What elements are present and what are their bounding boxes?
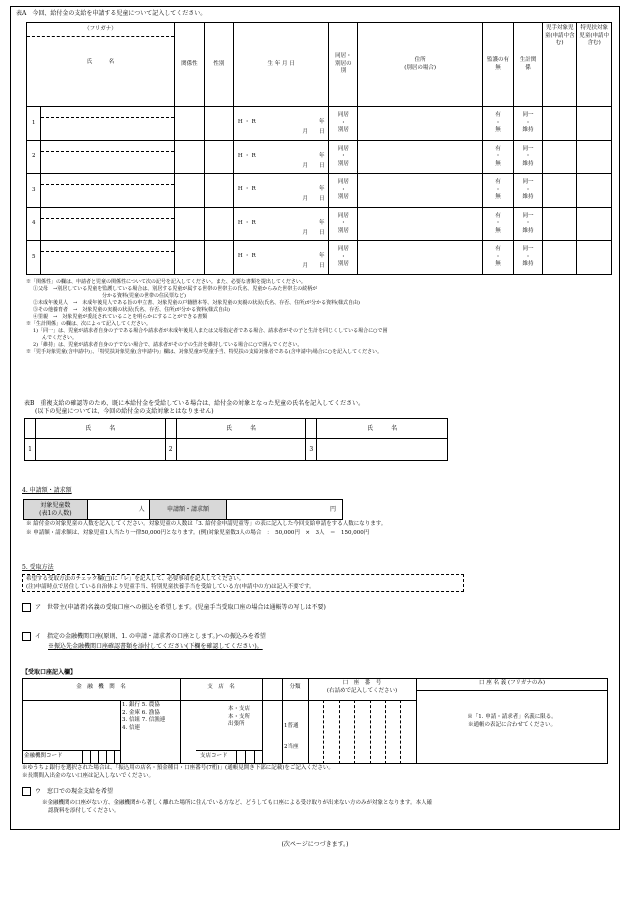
note-line: ※「児手対象児童(含申請中)」、「特児扶対象児童(含申請中)」欄は、対象児童が児童手当、特児扶の支給対象者である(含申請中)場合に○を記入してください。: [26, 349, 383, 355]
special-cell[interactable]: [577, 207, 612, 241]
separator-dot: ・: [495, 119, 501, 126]
option-a-checkbox[interactable]: [22, 603, 31, 612]
gender-cell[interactable]: [204, 140, 233, 174]
era-label: H ・ R: [237, 219, 256, 226]
section5-title: 5. 受取方法: [22, 564, 54, 571]
name-cell[interactable]: [41, 140, 174, 174]
cohab-cell[interactable]: [329, 241, 358, 275]
separator-dot: ・: [525, 253, 531, 260]
name-cell[interactable]: [41, 107, 174, 141]
count-unit: 人: [138, 505, 145, 513]
maintain-option[interactable]: 維持: [522, 194, 534, 201]
row-number: [27, 207, 41, 241]
era-label: H ・ R: [237, 253, 256, 260]
table-b-name-header: 氏 名: [317, 419, 448, 439]
year-label: 年: [318, 152, 325, 159]
month-day-label: 月 日: [302, 229, 325, 236]
furigana-field[interactable]: [41, 174, 173, 185]
relation-cell[interactable]: [174, 207, 204, 241]
yes-option[interactable]: 有: [495, 246, 501, 253]
special-cell[interactable]: [577, 140, 612, 174]
branch-code-cell-divider: [245, 750, 246, 764]
cohab-cell[interactable]: [329, 107, 358, 141]
table-b-num: 3: [306, 439, 317, 461]
child-allowance-cell[interactable]: [542, 174, 576, 208]
account-table: [22, 678, 608, 764]
cohab-header: 同居・別居の別: [329, 23, 358, 107]
option-u-note-1: ※金融機関の口座がない方、金融機関から著しく離れた場所に住んでいる方など、どうしても口座による受け取りが出来ない方のみが対象となります。本人確: [42, 800, 433, 806]
name-cell[interactable]: [41, 174, 174, 208]
table-b-subtitle: (以下の児童については、今回の給付金の支給対象とはなりません): [35, 408, 214, 415]
supervision-cell[interactable]: [482, 207, 513, 241]
bank-type-list: [122, 702, 165, 732]
account-digit-divider: [370, 700, 371, 764]
separator-dot: ・: [525, 186, 531, 193]
living-cell[interactable]: [514, 241, 543, 275]
table-b-num: 1: [25, 439, 36, 461]
child-count-label: [24, 500, 88, 520]
note-line: ④里親 → 対象児童が委託されていることを明らかにすることができる書類: [33, 314, 208, 320]
no-option[interactable]: 無: [495, 227, 501, 234]
section4-note2: ※ 申請額・請求額は、対象児童1人当たり一律50,000円となります。(例)対象児童数3人の場合 ： 50,000円 × 3人 ＝ 150,000円: [26, 530, 370, 536]
separator-dot: ・: [495, 253, 501, 260]
separator-dot: ・: [525, 220, 531, 227]
year-label: 年: [318, 186, 325, 193]
separator-dot: ・: [340, 253, 347, 260]
bank-code-cell-divider: [82, 750, 83, 764]
account-digit-divider: [339, 700, 340, 764]
table-b-name-cell[interactable]: [35, 439, 165, 461]
cohab-cell[interactable]: [329, 174, 358, 208]
same-option[interactable]: 同一: [522, 246, 534, 253]
table-a: [26, 22, 612, 107]
branch-type: 本・支所: [228, 713, 251, 720]
child-allowance-cell[interactable]: [542, 107, 576, 141]
option-u-note-2: 認資料を添付してください。: [48, 807, 120, 814]
month-day-label: 月 日: [302, 263, 325, 270]
row-number: [27, 174, 41, 208]
separator-dot: ・: [525, 153, 531, 160]
note-line: ②未成年後見人 → 未成年後見人である旨の申立書、対象児童の戸籍謄本等、対象児童の実親の状況(氏名、存否、住所)が分かる資料(様式自由): [33, 300, 360, 306]
account-digit-divider: [385, 700, 386, 764]
special-cell[interactable]: [577, 107, 612, 141]
furigana-header: （フリガナ）: [27, 23, 174, 37]
gender-cell[interactable]: [204, 207, 233, 241]
birth-cell[interactable]: [233, 140, 329, 174]
option-i-note: ※振込先金融機関口座確認書類を添付してください(下欄を確認してください)。: [48, 643, 263, 650]
separator-dot: ・: [340, 153, 347, 160]
row-number-text: 3: [31, 186, 36, 193]
table-a-rows: [26, 106, 612, 275]
year-label: 年: [318, 119, 325, 125]
acct-sub: (右詰めで記入してください): [326, 688, 398, 694]
note-line: ※「生計関係」の欄は、次によって記入してください。: [26, 321, 152, 327]
child-allowance-cell[interactable]: [542, 241, 576, 275]
name-cell[interactable]: [41, 241, 174, 275]
year-label: 年: [318, 253, 325, 260]
branch-type: 出張所: [228, 721, 245, 727]
note-line: 2)「維持」は、児童が請求者自身の子でない場合で、請求者がその子の生計を維持している場合に○で囲んでください。: [33, 342, 303, 348]
separator-dot: ・: [340, 220, 347, 227]
no-option[interactable]: 無: [495, 127, 501, 134]
relation-cell[interactable]: [174, 140, 204, 174]
same-option[interactable]: 同一: [522, 212, 534, 219]
furigana-field[interactable]: [41, 107, 173, 118]
child-allowance-cell[interactable]: [542, 140, 576, 174]
no-option[interactable]: 無: [495, 261, 501, 268]
note-line: ※「関係性」の欄は、申請者と児童の関係性について次の記号を記入してください。また、必要な書類を提出してください。: [26, 279, 306, 285]
instruction-line-1: 希望する受取方法のチェック欄(□)に「レ」を記入して、必要事項を記入してください。: [26, 576, 245, 582]
same-option[interactable]: 同一: [522, 145, 534, 152]
option-a[interactable]: [22, 603, 326, 612]
table-row: [27, 241, 612, 275]
gender-cell[interactable]: [204, 174, 233, 208]
child-count-label-1: 対象児童数: [40, 501, 71, 509]
table-b-name-header: 氏 名: [176, 419, 306, 439]
table-b-num: 2: [165, 439, 176, 461]
row-number: [27, 107, 41, 141]
branch-type-list: [228, 706, 250, 729]
table-row: [27, 140, 612, 174]
option-u-note: [42, 800, 614, 815]
birth-cell[interactable]: [233, 174, 329, 208]
table-b-name-cell[interactable]: [317, 439, 448, 461]
branch-type: 本・支店: [228, 706, 251, 712]
instruction-line-2: (注)申請時点で居住している自治体より児童手当、特別児童扶養手当を受給している方(申請中の方)は記入不要です。: [26, 583, 315, 590]
table-b: [24, 418, 448, 461]
option-u[interactable]: [22, 787, 113, 796]
gender-cell[interactable]: [204, 241, 233, 275]
branch-header: 支 店 名: [207, 684, 235, 690]
cohab-option[interactable]: 別居: [337, 261, 349, 268]
branch-code-label: 支店コード: [200, 753, 228, 759]
table-b-name-header: 氏 名: [35, 419, 165, 439]
account-digit-divider: [323, 700, 324, 764]
relation-cell[interactable]: [174, 174, 204, 208]
era-label: H ・ R: [237, 152, 256, 159]
child-allowance-header: 児手対象児童(申請中含む): [542, 23, 576, 107]
cohab-option[interactable]: 別居: [337, 227, 349, 234]
gender-cell[interactable]: [204, 107, 233, 141]
holder-note-1: ※「1. 申請・請求者」名義に限る。: [467, 714, 557, 720]
holder-note-2: ※通帳の表記に合わせてください。: [467, 722, 556, 728]
header-name: [27, 23, 175, 107]
table-row: [27, 107, 612, 141]
yucho-note: ※ゆうちょ銀行を選択された場合は、「振込用の店名・預金種目・口座番号(7桁)」(通帳見開き下部に記載)をご記入ください。: [22, 765, 334, 771]
cohab-option[interactable]: 同居: [337, 145, 349, 152]
cohab-cell[interactable]: [329, 207, 358, 241]
relation-cell[interactable]: [174, 241, 204, 275]
acct-type-2: 2当座: [284, 744, 299, 750]
address-cell[interactable]: [358, 107, 483, 141]
maintain-option[interactable]: 維持: [522, 160, 534, 167]
era-label: H ・ R: [237, 186, 256, 193]
no-option[interactable]: 無: [495, 160, 501, 167]
branch-code-cell-divider: [254, 750, 255, 764]
special-cell[interactable]: [577, 174, 612, 208]
table-a-notes: [26, 279, 618, 356]
bank-type: 2. 金庫 6. 漁協: [122, 709, 160, 716]
cohab-option[interactable]: 同居: [337, 112, 349, 119]
address-cell[interactable]: [358, 140, 483, 174]
instruction-box: [22, 574, 464, 592]
special-header: 特児扶対象児童(申請中含む): [577, 23, 612, 107]
living-header: 生計関係: [514, 23, 543, 107]
branch-code-cell-divider: [236, 750, 237, 764]
bank-type: 3. 信組 7. 信漁連: [122, 717, 166, 723]
account-digit-divider: [400, 700, 401, 764]
table-row: [27, 174, 612, 208]
option-i-label: イ 指定の金融機関口座(原則、1. の申請・請求者の口座とします。)への振込みを希望: [35, 633, 266, 640]
furigana-field[interactable]: [41, 241, 173, 252]
address-cell[interactable]: [358, 174, 483, 208]
maintain-option[interactable]: 維持: [522, 227, 534, 234]
cohab-option[interactable]: 別居: [337, 160, 349, 167]
month-day-label: 月 日: [302, 196, 325, 203]
living-cell[interactable]: [514, 140, 543, 174]
cohab-option[interactable]: 同居: [337, 179, 349, 186]
section4-title: 4. 申請額・請求額: [22, 487, 72, 494]
type-header: 分類: [289, 684, 301, 690]
separator-dot: ・: [495, 220, 501, 227]
bank-code-cell-divider: [106, 750, 107, 764]
yes-option[interactable]: 有: [495, 145, 501, 152]
bank-code-label: 金融機関コード: [24, 753, 63, 759]
acct-header: 口 座 番 号: [342, 680, 382, 686]
same-option[interactable]: 同一: [522, 179, 534, 186]
note-line: ③その他養育者 → 対象児童の実親の状況(氏名、存否、住所)が分かる資料(様式自由): [33, 307, 230, 313]
bank-code-cell-divider: [98, 750, 99, 764]
account-caption: 【受取口座記入欄】: [22, 669, 77, 676]
table-a-title: 表A 今回、給付金の支給を申請する児童について記入してください。: [16, 10, 207, 17]
name-header: 氏 名: [86, 59, 115, 65]
child-allowance-cell[interactable]: [542, 207, 576, 241]
bank-code-cell-divider: [90, 750, 91, 764]
birth-cell[interactable]: [233, 107, 329, 141]
cohab-option[interactable]: 同居: [337, 212, 349, 219]
bank-type: 4. 信連: [122, 724, 140, 731]
holder-header: 口 座 名 義 (フリガナのみ): [478, 680, 545, 686]
amount-field[interactable]: [227, 500, 343, 520]
child-count-label-2: (表1の人数): [39, 509, 72, 517]
row-number-text: 4: [31, 220, 36, 227]
bank-header: 金 融 機 関 名: [76, 684, 126, 690]
amount-label: 申請額・請求額: [149, 500, 227, 520]
living-cell[interactable]: [514, 107, 543, 141]
furigana-field[interactable]: [41, 141, 173, 152]
option-i-checkbox[interactable]: [22, 632, 31, 641]
address-cell[interactable]: [358, 241, 483, 275]
option-a-label: ア 世帯主(申請者)名義の受取口座への振込を希望します。(児童手当受取口座の場合は通帳等の写しは不要): [35, 604, 326, 611]
amount-table: [23, 499, 343, 520]
bank-code-cell-divider: [114, 750, 115, 764]
gender-header: 性別: [204, 23, 233, 107]
year-label: 年: [318, 219, 325, 226]
yes-option[interactable]: 有: [495, 179, 501, 186]
supervision-cell[interactable]: [482, 140, 513, 174]
supervision-cell[interactable]: [482, 241, 513, 275]
option-u-label: ウ 窓口での現金支給を希望: [35, 788, 114, 795]
child-count-field[interactable]: [87, 500, 149, 520]
table-b-title: 表B 重複支給の確認等のため、既に本給付金を受給している場合は、給付金の対象となった児童の氏名を記入してください。: [24, 400, 365, 407]
note-line: ①父母 →別居している児童を監護している場合は、別居する児童が属する世帯の世帯主の氏名、児童からみた世帯主の続柄が: [33, 286, 318, 292]
row-number: [27, 140, 41, 174]
month-day-label: 月 日: [302, 162, 325, 169]
maintain-option[interactable]: 維持: [522, 261, 534, 268]
birth-header: 生 年 月 日: [233, 23, 329, 107]
separator-dot: ・: [525, 119, 531, 126]
separator-dot: ・: [340, 186, 347, 193]
cohab-option[interactable]: 別居: [337, 194, 349, 201]
account-digit-divider: [354, 700, 355, 764]
table-row: [27, 207, 612, 241]
month-day-label: 月 日: [302, 129, 325, 135]
bank-type: 1. 銀行 5. 農協: [122, 702, 160, 708]
supervision-cell[interactable]: [482, 107, 513, 141]
living-cell[interactable]: [514, 207, 543, 241]
row-number-text: 5: [31, 253, 36, 260]
option-i[interactable]: [22, 632, 266, 641]
address-header: 住所 (別居の場合): [358, 23, 483, 107]
birth-cell[interactable]: [233, 207, 329, 241]
row-number: [27, 241, 41, 275]
separator-dot: ・: [495, 153, 501, 160]
supervision-header: 監護の有無: [482, 23, 513, 107]
row-number-text: 1: [31, 119, 36, 126]
amount-unit: 円: [329, 505, 336, 513]
footer-note: (次ページにつづきます。): [281, 841, 349, 848]
maintain-option[interactable]: 維持: [522, 127, 534, 134]
cohab-cell[interactable]: [329, 140, 358, 174]
note-line: 分かる資料(児童の世帯の住民票など): [102, 293, 186, 299]
birth-cell[interactable]: [233, 241, 329, 275]
furigana-field[interactable]: [41, 208, 173, 219]
no-option[interactable]: 無: [495, 194, 501, 201]
yes-option[interactable]: 有: [495, 212, 501, 219]
cohab-option[interactable]: 同居: [337, 246, 349, 253]
acct-type-1: 1普通: [284, 723, 299, 729]
supervision-cell[interactable]: [482, 174, 513, 208]
note-line: んでください。: [42, 335, 78, 341]
row-number-text: 2: [31, 153, 36, 160]
same-option[interactable]: 同一: [522, 112, 534, 119]
relation-header: 関係性: [174, 23, 204, 107]
option-u-checkbox[interactable]: [22, 787, 31, 796]
note-line: 1)「同一」は、児童が請求者自身の子である場合や請求者が未成年後見人または父母指定者である場合、請求者がその子と生計を同じくしている場合に○で囲: [33, 328, 388, 334]
name-cell[interactable]: [41, 207, 174, 241]
separator-dot: ・: [495, 186, 501, 193]
section4-note1: ※ 給付金の対象児童の人数を記入してください。対象児童の人数は「3. 給付金申請児童等」の表に記入した今回支給申請をする人数になります。: [26, 521, 387, 527]
yes-option[interactable]: 有: [495, 112, 501, 119]
special-cell[interactable]: [577, 241, 612, 275]
era-label: H ・ R: [237, 119, 256, 125]
longterm-note: ※長期間入出金のない口座は記入しないでください。: [22, 773, 155, 779]
address-cell[interactable]: [358, 207, 483, 241]
table-b-name-cell[interactable]: [176, 439, 306, 461]
separator-dot: ・: [340, 119, 347, 126]
cohab-option[interactable]: 別居: [337, 127, 349, 134]
living-cell[interactable]: [514, 174, 543, 208]
relation-cell[interactable]: [174, 107, 204, 141]
